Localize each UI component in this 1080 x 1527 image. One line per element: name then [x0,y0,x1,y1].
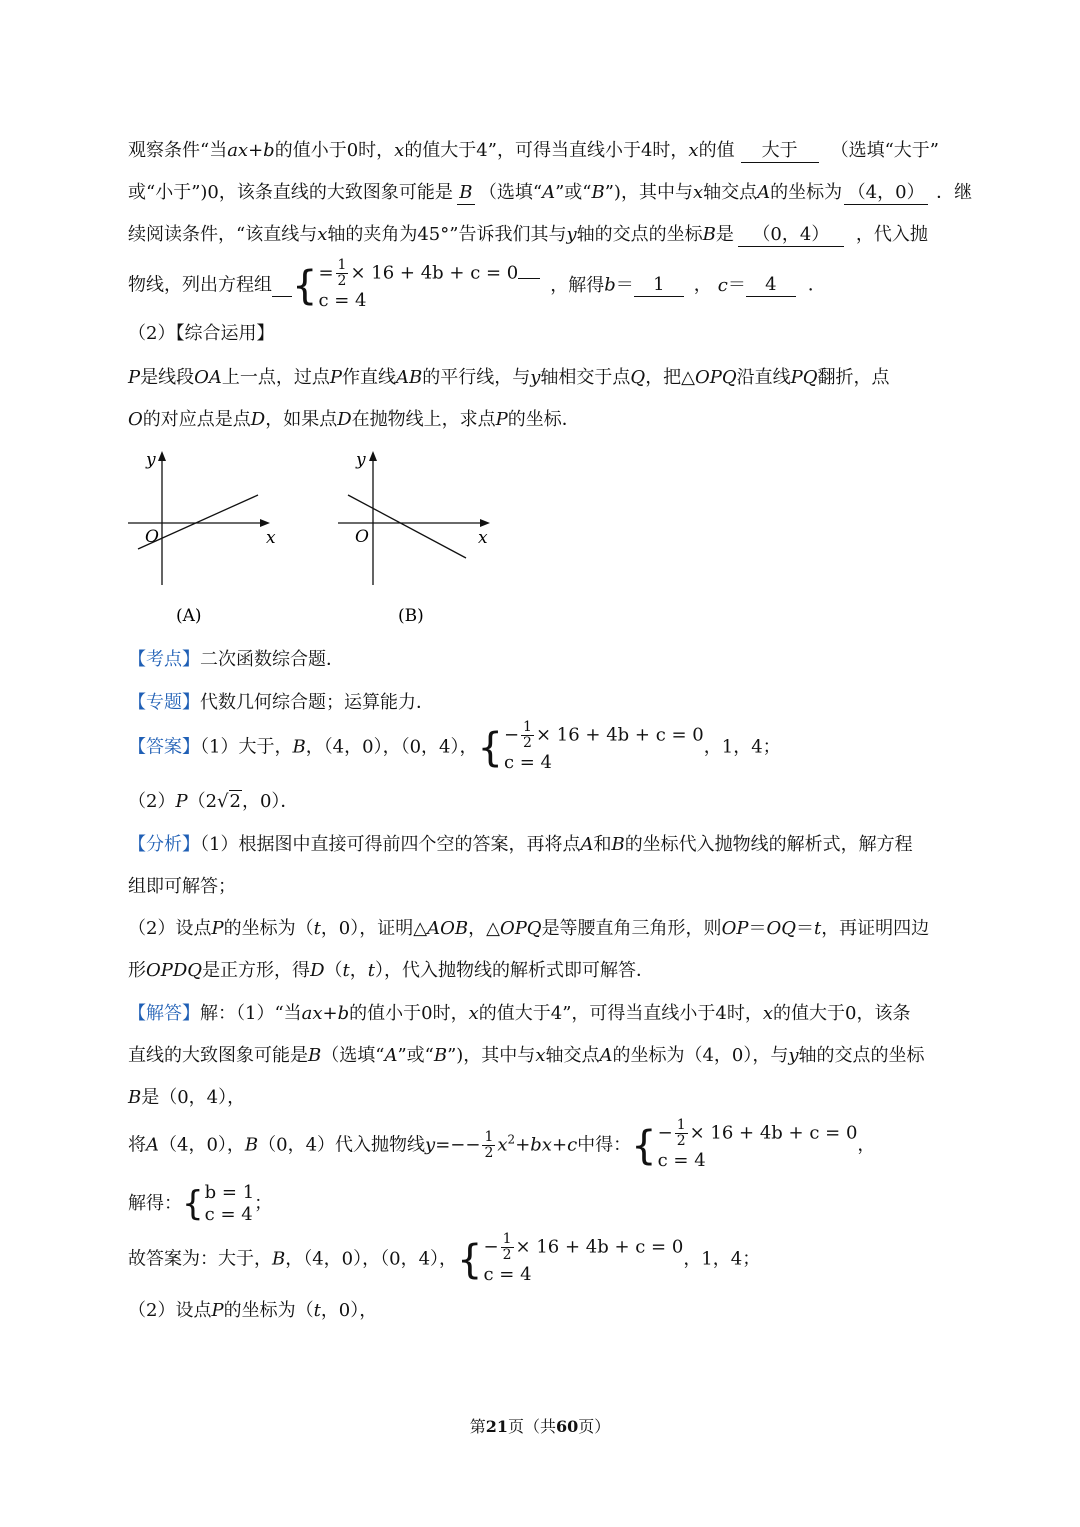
var: x [692,182,704,203]
text: 轴交点 [703,182,758,203]
brace: { [292,262,318,309]
var: x [394,140,405,161]
x-axis-label: x [266,528,276,548]
var: A [542,182,556,203]
text: 的值大于4”，可得当直线小于4时， [404,140,689,161]
var: b [604,274,616,296]
text: （选填“ [478,182,543,203]
var: ax+b [227,140,275,161]
text: ． [807,274,826,296]
solution-line: 故答案为：大于，B，（4，0），（0，4），{ − $\frac{1}{2}$ × 16 + 4b + c = 0 c = 4 ，1，4； [128,1231,761,1285]
solution-line: 将A（4，0），B（0，4）代入抛物线y=−− $\frac{1}{2}$ $x^2+bx+c$中得：{ − $\frac{1}{2}$ × 16 + 4b + c = 0 c = 4 ， [128,1117,876,1171]
fraction: $\frac{1}{2}$ [337,257,347,289]
analysis-line: 形OPDQ是正方形，得D（t，t），代入抛物线的解析式即可解答． [128,960,654,981]
var: y [566,224,577,245]
solution-line: 直线的大致图象可能是B（选填“A”或“B”)，其中与x轴交点A的坐标为（4，0），与y轴的交点的坐标 [128,1045,925,1066]
var: A [757,182,771,203]
var: B [702,224,716,245]
figure-b-label: (B) [398,606,424,626]
text: 观察条件“当 [128,140,228,161]
solution-line: 解得：{ b = 1 c = 4 ； [128,1182,273,1225]
answer-blank: B [457,182,475,205]
text: 轴的夹角为45°”告诉我们其与 [327,224,567,245]
text: 或“小于”)0，该条直线的大致图象可能是 [128,182,453,203]
text: 的坐标为 [770,182,843,203]
brace: { [631,1122,657,1169]
brace: { [477,724,503,771]
answer-blank: 大于 [741,140,819,163]
solution-line: （2）设点P的坐标为（t，0）， [128,1300,378,1321]
sqrt: 2 [229,791,241,812]
page-number: 21 [485,1417,508,1436]
text: ＝ [727,274,746,296]
analysis-line: 组即可解答； [128,876,236,897]
y-axis-label: y [146,450,156,470]
zhuanti-line: 【专题】代数几何综合题；运算能力． [128,692,434,713]
figure-a [128,451,270,585]
text: ．继 [936,182,973,203]
page-total: 60 [556,1417,579,1436]
var: B [591,182,605,203]
x-axis-label: x [478,528,488,548]
equation-system: − $\frac{1}{2}$ × 16 + 4b + c = 0 c = 4 [503,719,704,773]
text: ”)，其中与 [604,182,693,203]
solution-line: B是（0，4）， [128,1087,246,1108]
answer-blank: 1 [634,274,684,297]
text: ，代入抛 [855,224,928,245]
kaodian-line: 【考点】二次函数综合题． [128,649,344,670]
text: （选填“大于” [830,140,939,161]
var: c [717,274,728,296]
brace: { [182,1184,204,1224]
origin-label: O [355,527,369,547]
origin-label: O [145,527,159,547]
text-line [128,139,939,163]
text: 的值小于0时， [274,140,395,161]
text-line [128,181,972,205]
answer-blank [272,274,292,297]
answer-blank: （0，4） [738,224,844,247]
var: x [688,140,699,161]
figure-a-label: (A) [176,606,202,626]
equation-system: − $\frac{1}{2}$ × 16 + 4b + c = 0 c = 4 [483,1231,684,1285]
answer-line: 【答案】（1）大于，B，（4，0），（0，4），{ − $\frac{1}{2}$ × 16 + 4b + c = 0 c = 4 ，1，4； [128,719,781,773]
equation-system: − $\frac{1}{2}$ × 16 + 4b + c = 0 c = 4 [657,1117,858,1171]
brace: { [457,1236,483,1283]
tag: 【专题】 [128,692,200,713]
text: 轴的交点的坐标 [576,224,703,245]
answer-blank: 4 [746,274,796,297]
text-line [128,258,826,314]
analysis-line: （2）设点P的坐标为（t，0），证明△AOB，△OPQ是等腰直角三角形，则OP＝OQ＝t，再证明四边 [128,918,930,939]
text: ＝ [615,274,634,296]
answer-blank: （4，0） [844,182,928,205]
section-heading: （2）【综合运用】 [128,323,275,344]
tag: 【解答】 [128,1003,200,1024]
text: 物线，列出方程组 [128,274,272,296]
text: 续阅读条件，“该直线与 [128,224,318,245]
equation-system: = $\frac{1}{2}$ × 16 + 4b + c = 0 c = 4 [318,258,540,313]
page-footer: 第21页（共60页） [469,1417,611,1436]
text-line: O的对应点是点D，如果点D在抛物线上，求点P的坐标． [128,409,580,430]
text: ， [693,274,712,296]
y-axis-label: y [356,450,366,470]
tag: 【考点】 [128,649,200,670]
figures [120,445,520,630]
text: 是 [715,224,734,245]
figure-b [338,451,490,585]
solution-line: 【解答】解：（1）“当ax+b的值小于0时，x的值大于4”，可得当直线小于4时，x的值大于0，该条 [128,1003,911,1024]
text-line: P是线段OA上一点，过点P作直线AB的平行线，与y轴相交于点Q，把△OPQ沿直线PQ翻折，点 [128,367,890,388]
text-line [128,223,928,247]
answer-line-2: （2）P（2√2，0）． [128,791,299,812]
text: ，解得 [550,274,605,296]
tag: 【分析】 [128,834,200,855]
text: 的值 [698,140,735,161]
analysis-line: 【分析】（1）根据图中直接可得前四个空的答案，再将点A和B的坐标代入抛物线的解析式，解方程 [128,834,913,855]
text: ”或“ [555,182,592,203]
var: x [317,224,328,245]
equation-system: b = 1 c = 4 [204,1182,255,1225]
tag: 【答案】 [128,736,200,758]
